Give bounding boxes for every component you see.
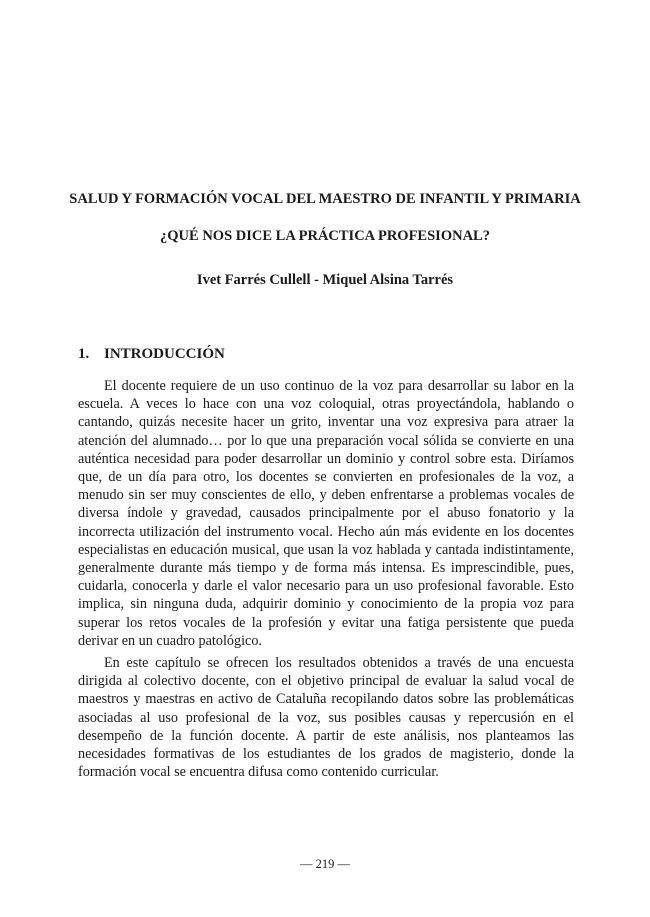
paragraph-1: El docente requiere de un uso continuo de la voz para desarrollar su labor en la escuela. A veces lo hace con una voz coloquial, otras proyectándola, hablando o cantando, quizás necesite hacer un grito, inventar una voz expresiva para atraer la atención del alumnado… por lo que una preparación vocal sólida se convierte en una auténtica necesidad para poder desarrollar un dominio y control sobre esta. Diríamos que, de un día para otro, los docentes se convierten en profesionales de la voz, a menudo sin ser muy conscientes de ello, y deben enfrentarse a problemas vocales de diversa índole y gravedad, causados principalmente por el abuso fonatorio y la incorrecta utilización del instrumento vocal. Hecho aún más evidente en los docentes especialistas en educación musical, que usan la voz hablada y cantada indistintamente, generalmente durante más tiempo y de forma más intensa. Es imprescindible, pues, cuidarla, conocerla y darle el valor necesario para un uso profesional favorable. Esto implica, sin ninguna duda, adquirir dominio y conocimiento de la propia voz para superar los retos vocales de la profesión y evitar una fatiga persistente que pueda derivar en un cuadro patológico. xyxy=(78,378,574,649)
section-number: 1. xyxy=(78,346,90,362)
page-number: — 219 — xyxy=(300,857,350,871)
section-title: INTRODUCCIÓN xyxy=(104,346,225,362)
section-heading xyxy=(78,346,225,363)
chapter-title-line-1: SALUD Y FORMACIÓN VOCAL DEL MAESTRO DE INFANTIL Y PRIMARIA xyxy=(69,191,581,207)
chapter-title-line-2: ¿QUÉ NOS DICE LA PRÁCTICA PROFESIONAL? xyxy=(160,228,490,244)
chapter-authors: Ivet Farrés Cullell - Miquel Alsina Tarrés xyxy=(196,272,454,288)
body-text xyxy=(78,377,574,785)
paragraph-2: En este capítulo se ofrecen los resultados obtenidos a través de una encuesta dirigida al colectivo docente, con el objetivo principal de evaluar la salud vocal de maestros y maestras en activo de Cataluña recopilando datos sobre las problemáticas asociadas al uso profesional de la voz, sus posibles causas y repercusión en el desempeño de la función docente. A partir de este análisis, nos planteamos las necesidades formativas de los estudiantes de los grados de magisterio, donde la formación vocal se encuentra difusa como contenido curricular. xyxy=(78,655,574,781)
